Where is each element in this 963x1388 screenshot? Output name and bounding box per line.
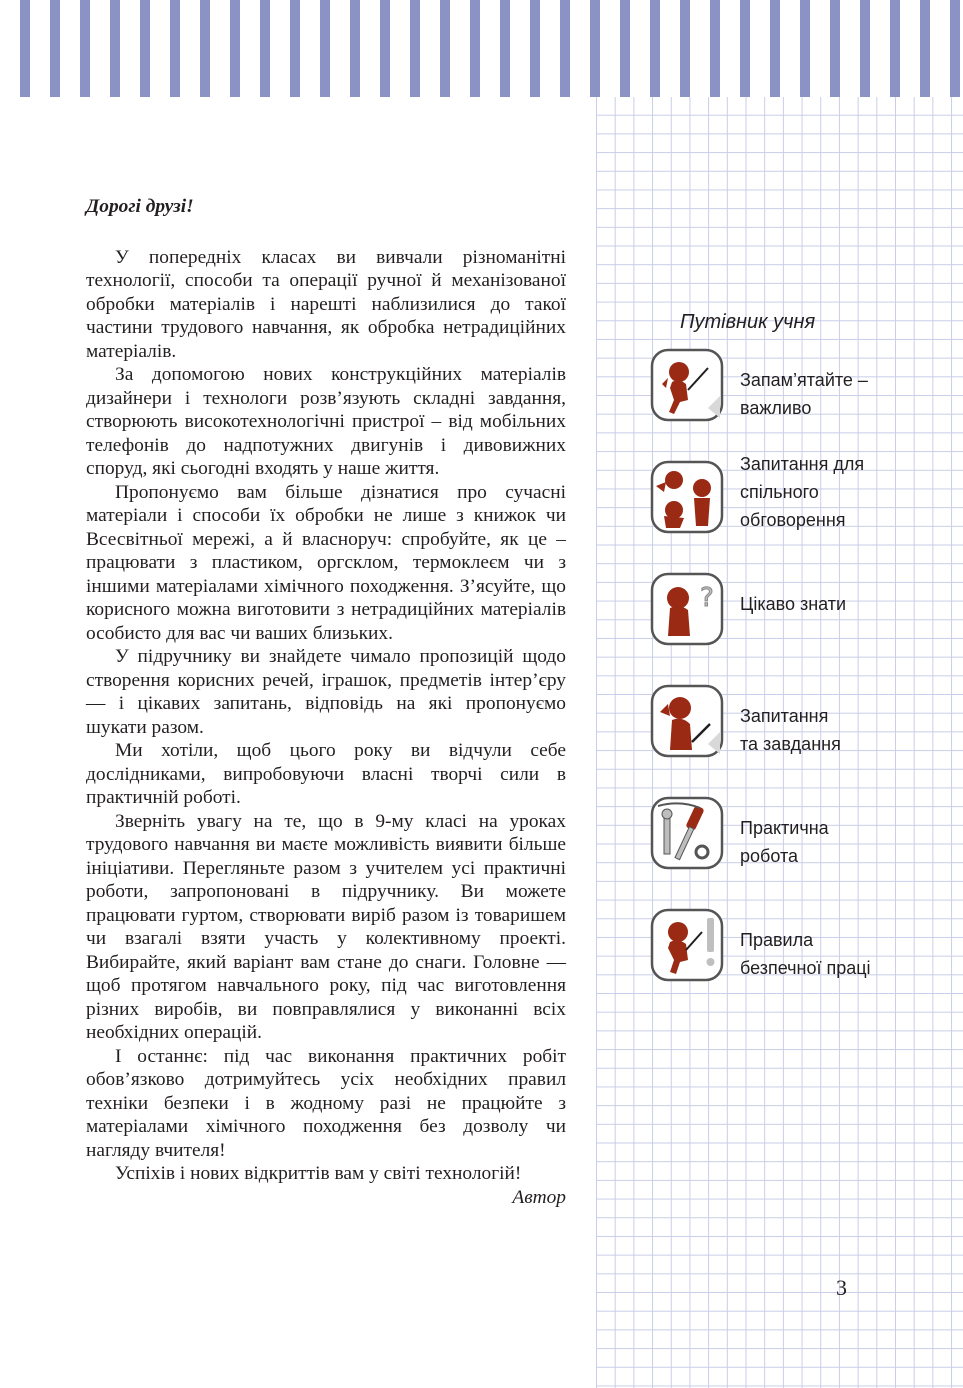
guide-label: Практична робота	[740, 818, 829, 866]
paragraph: І останнє: під час виконання практичних робіт обов’язково дотримуйтесь усіх необхідних правил техніки безпеки і в жодному разі не працюйте з матеріалами хімічного походження без дозволу чи нагляду вчителя!	[86, 1045, 566, 1161]
guide-item-discussion	[650, 454, 950, 540]
page-number: 3	[836, 1275, 847, 1300]
greeting: Дорогі друзі!	[86, 196, 194, 217]
paragraph: Зверніть увагу на те, що в 9-му класі на уроках трудового навчання ви маєте можливість виявити більше ініціативи. Перегляньте разом з учителем усі практичні роботи, запропоновані в підручнику. Ви можете працювати гуртом, створювати виріб разом із товаришем чи взагалі взяти участь у колективному проекті. Вибирайте, який варіант вам стане до снаги. Головне — щоб протягом навчального року, під час виготовлення різних виробів, ви повправлялися у виконанні всіх необхідних операцій.	[86, 810, 566, 1043]
top-stripes	[0, 0, 963, 97]
tools-icon	[650, 796, 724, 870]
discussion-figures-icon	[650, 460, 724, 534]
paragraph: Ми хотіли, щоб цього року ви відчули себе дослідниками, випробовуючи власні творчі сили в практичній роботі.	[86, 740, 566, 808]
question-figure-icon	[650, 572, 724, 646]
pencil-figure-icon	[650, 684, 724, 758]
guide-label: Запитання та завдання	[740, 706, 841, 754]
paragraph: У попередніх класах ви вивчали різноманітні технології, способи та операції ручної й механізованої обробки матеріалів і нарешті наблизилися до такої частини трудового навчання, як обробка нетрадиційних матеріалів.	[86, 246, 566, 362]
paragraph: У підручнику ви знайдете чимало пропозицій щодо створення корисних речей, іграшок, предметів інтер’єру — і цікавих запитань, відповідь на які пропонуємо шукати разом.	[86, 646, 566, 738]
paragraph: Успіхів і нових відкриттів вам у світі технологій!	[115, 1163, 522, 1184]
letter-body	[86, 195, 566, 1209]
svg-text:?: ?	[700, 583, 714, 613]
guide-item-safety	[650, 908, 950, 988]
author-signature: Автор	[512, 1186, 566, 1208]
guide-label: Запам’ятайте – важливо	[740, 370, 868, 418]
guide-title: Путівник учня	[680, 311, 816, 333]
guide-label: Запитання для спільного обговорення	[740, 454, 865, 530]
paragraph: За допомогою нових конструкційних матеріалів дизайнери і технологи розв’язують складні завдання, створюють високотехнологічні пристрої – від мобільних телефонів до надпотужних двигунів і дивовижних споруд, які сьогодні входять у наше життя.	[86, 364, 566, 479]
guide-item-practical	[650, 796, 950, 876]
guide-label: Цікаво знати	[740, 594, 847, 614]
paragraph: Пропонуємо вам більше дізнатися про сучасні матеріали і способи їх обробки не лише з книжок чи Всесвітньої мережі, а й власноруч: спробуйте, як це – працювати з пластиком, оргсклом, термоклеєм чи з іншими матеріалами хімічного походження. З’ясуйте, що корисного можна виготовити з нетрадиційних матеріалів особисто для вас чи ваших близьких.	[86, 481, 566, 644]
guide-item-questions	[650, 684, 950, 764]
pointer-figure-icon	[650, 348, 724, 422]
safety-figure-icon	[650, 908, 724, 982]
guide-item-remember	[650, 348, 950, 428]
guide-label: Правила безпечної праці	[740, 930, 871, 978]
guide-item-interesting	[650, 572, 950, 652]
